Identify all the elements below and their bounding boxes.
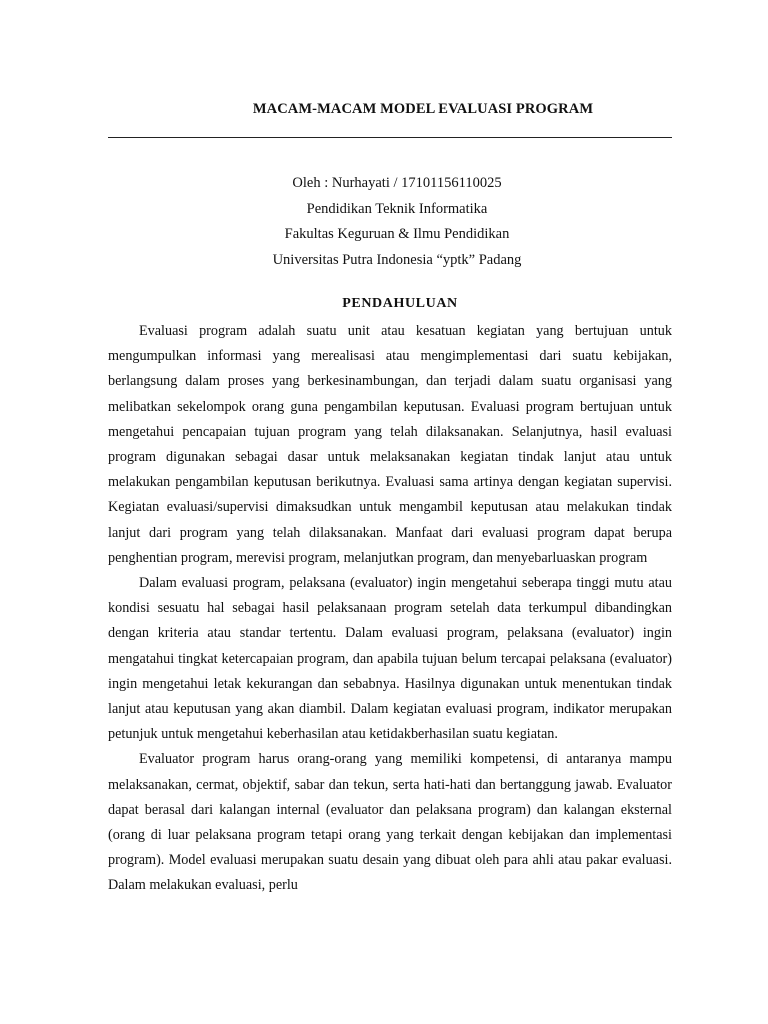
- paragraph: Evaluator program harus orang-orang yang memiliki kompetensi, di antaranya mampu melaksanakan, cermat, objektif, sabar dan tekun, serta hati-hati dan bertanggung jawab. Evaluator dapat berasal dari kalangan internal (evaluator dan pelaksana program) dan kalangan eksternal (orang di luar pelaksana program tetapi orang yang terkait dengan kebijakan dan implementasi program). Model evaluasi merupakan suatu desain yang dibuat oleh para ahli atau pakar evaluasi. Dalam melakukan evaluasi, perlu: [108, 751, 672, 894]
- paragraph: Dalam evaluasi program, pelaksana (evaluator) ingin mengetahui seberapa tinggi mutu atau kondisi sesuatu hal sebagai hasil pelaksanaan program setelah data terkumpul dibandingkan dengan kriteria atau standar tertentu. Dalam evaluasi program, pelaksana (evaluator) ingin mengatahui tingkat ketercapaian program, dan apabila tujuan belum tercapai pelaksana (evaluator) ingin mengetahui letak kekurangan dan sebabnya. Hasilnya digunakan untuk menentukan tindak lanjut atau keputusan yang akan diambil. Dalam kegiatan evaluasi program, indikator merupakan petunjuk untuk mengetahui keberhasilan atau ketidakberhasilan suatu kegiatan.: [108, 575, 672, 743]
- document-title: MACAM-MACAM MODEL EVALUASI PROGRAM: [252, 101, 594, 117]
- title-divider: [108, 137, 672, 138]
- body-text: [108, 319, 672, 899]
- section-heading: PENDAHULUAN: [342, 296, 458, 311]
- author-university-line: Universitas Putra Indonesia “yptk” Padang: [272, 251, 522, 268]
- author-program-line: Pendidikan Teknik Informatika: [306, 200, 488, 217]
- author-block: [108, 171, 672, 273]
- author-faculty-line: Fakultas Keguruan & Ilmu Pendidikan: [284, 226, 510, 242]
- paragraph: Evaluasi program adalah suatu unit atau kesatuan kegiatan yang bertujuan untuk mengumpulkan informasi yang merealisasi atau mengimplementasi dari suatu kebijakan, berlangsung dalam proses yang berkesinambungan, dan terjadi dalam suatu organisasi yang melibatkan sekelompok orang guna pengambilan keputusan. Evaluasi program bertujuan untuk mengetahui pencapaian tujuan program yang telah dilaksanakan. Selanjutnya, hasil evaluasi program digunakan sebagai dasar untuk melaksanakan kegiatan tindak lanjut atau untuk melakukan pengambilan keputusan berikutnya. Evaluasi sama artinya dengan kegiatan supervisi. Kegiatan evaluasi/supervisi dimaksudkan untuk mengambil keputusan atau melakukan tindak lanjut dari program yang telah dilaksanakan. Manfaat dari evaluasi program dapat berupa penghentian program, merevisi program, melanjutkan program, dan menyebarluaskan program: [108, 323, 672, 566]
- author-name-line: Oleh : Nurhayati / 17101156110025: [292, 175, 502, 191]
